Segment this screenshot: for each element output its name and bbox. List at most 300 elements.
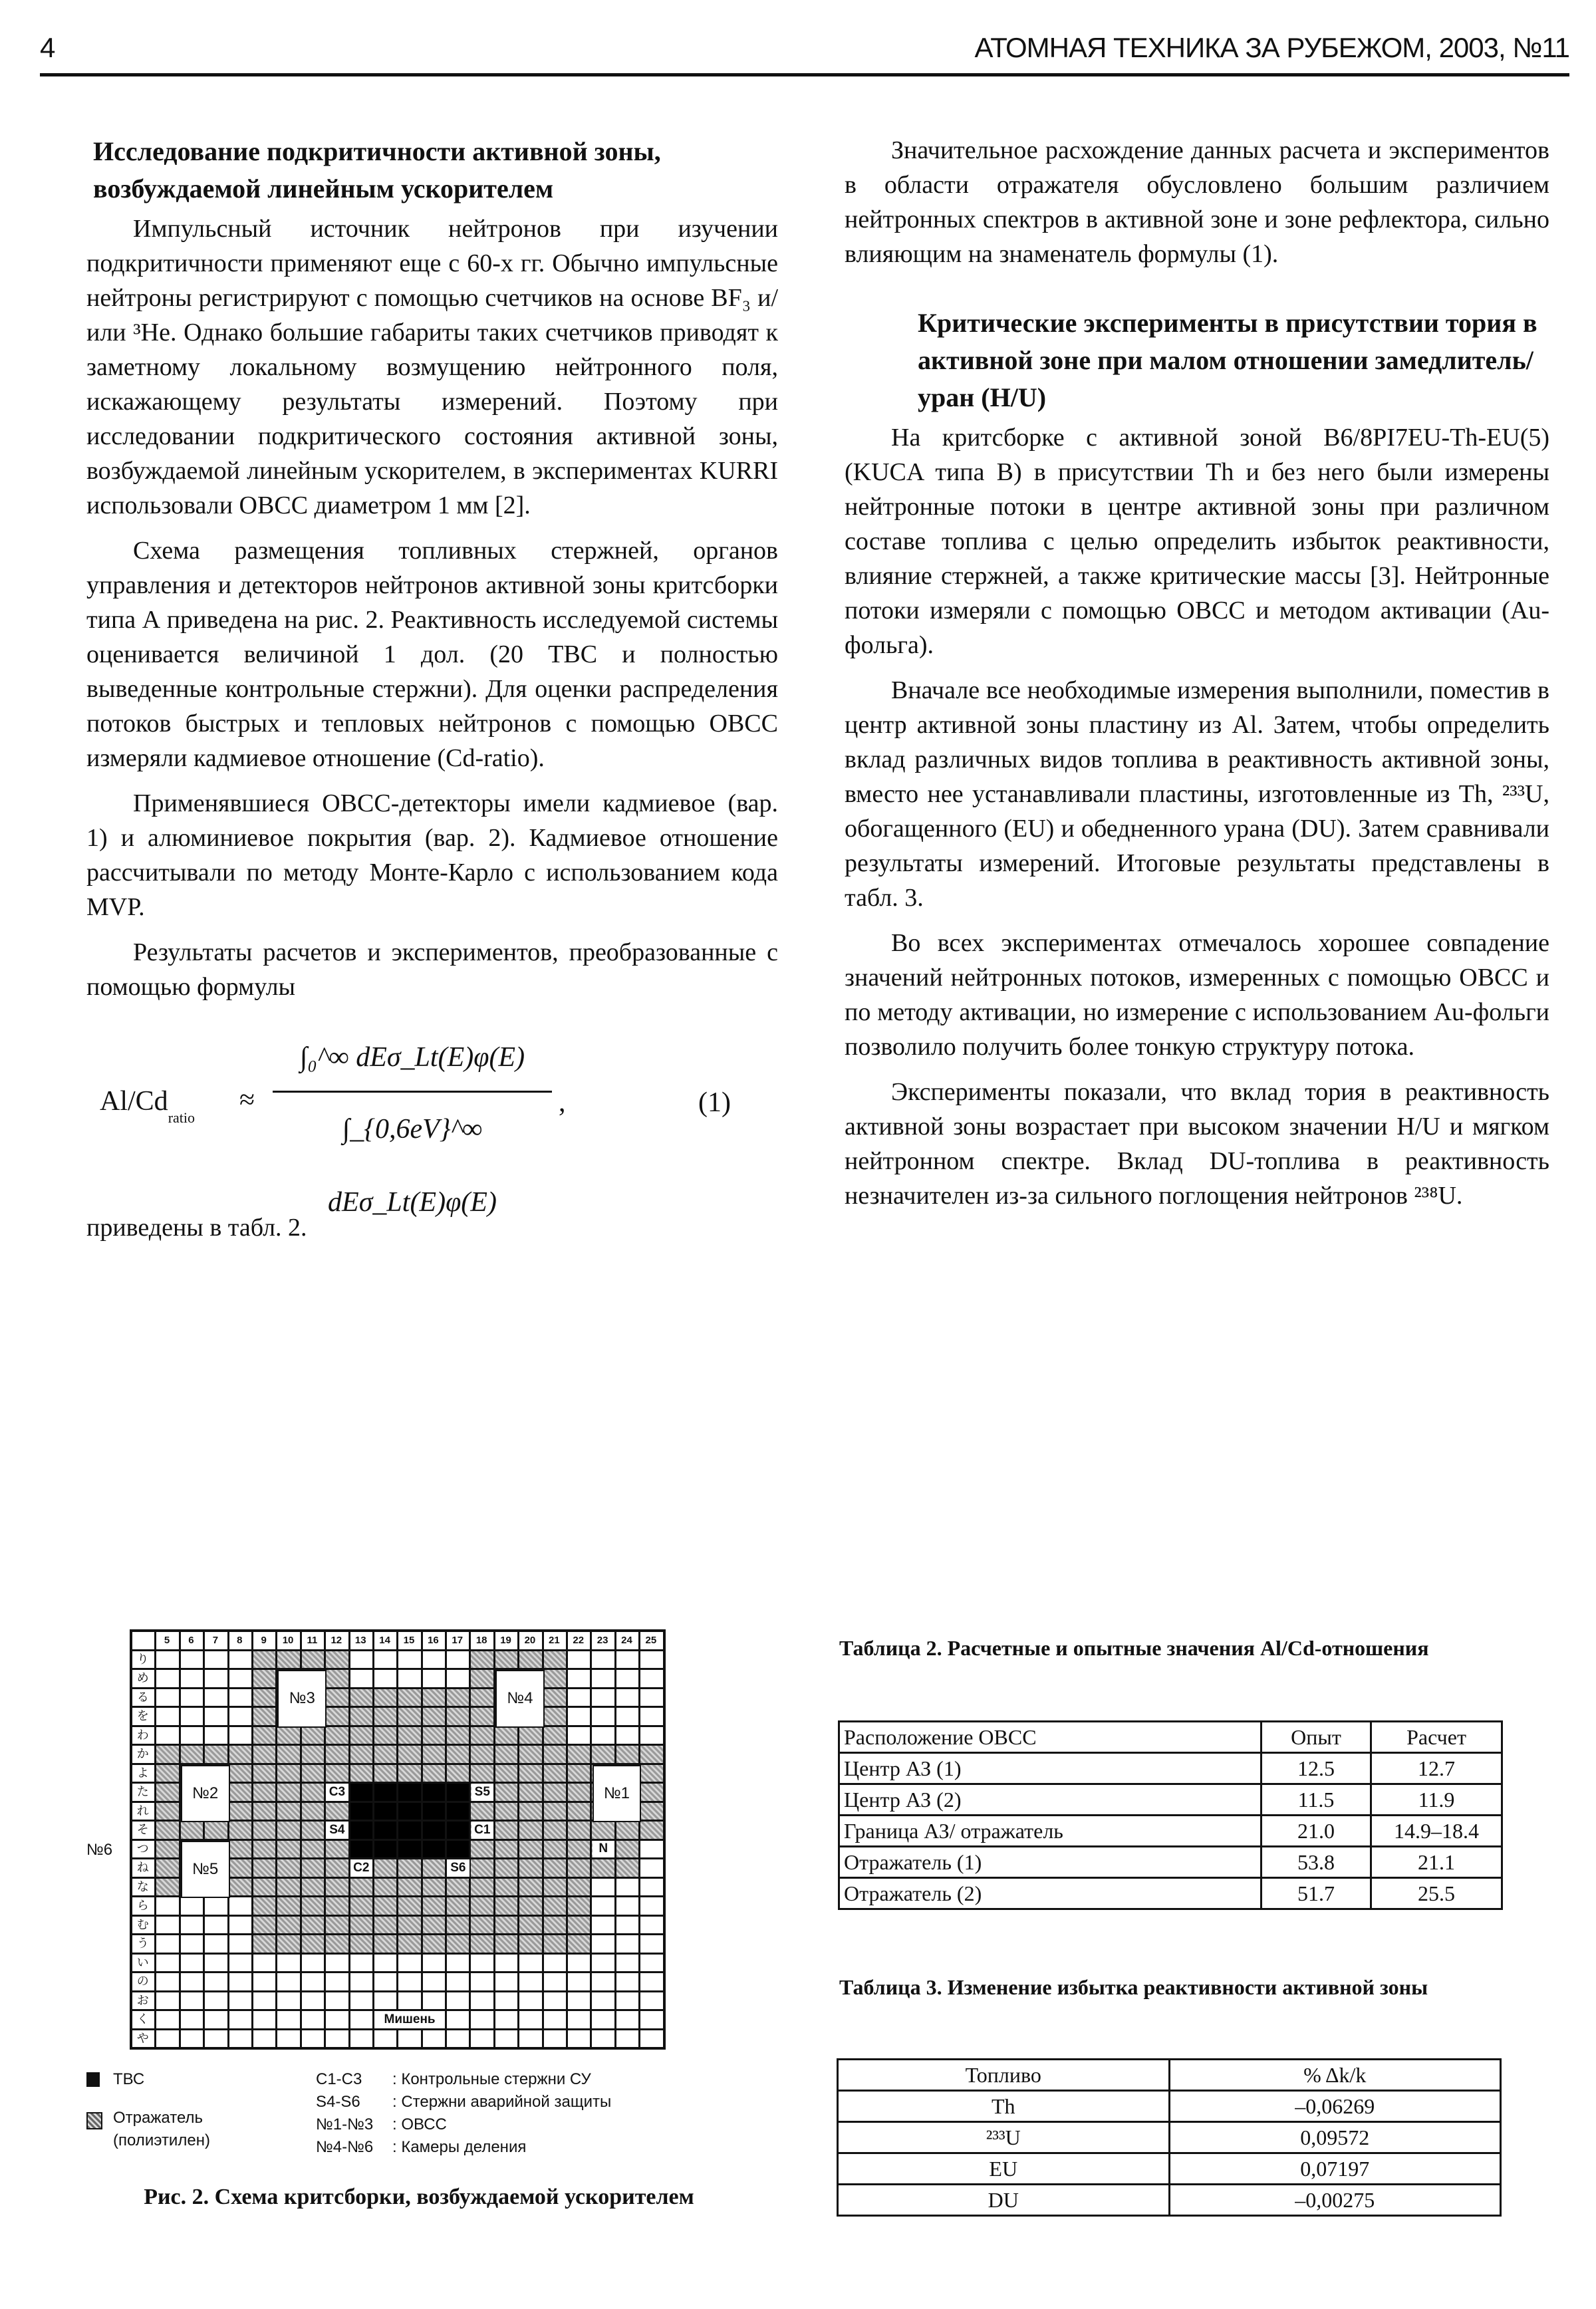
reflector-cell — [277, 1917, 299, 1934]
reflector-cell — [350, 1708, 372, 1725]
paragraph: Применявшиеся ОВСС-детекторы имели кадмиевое (вар. 1) и алюминиевое покрытия (вар. 2). Кадмиевое отношение рассчитывали по методу Монте-Карло с использованием кода MVP. — [86, 789, 778, 921]
empty-cell — [592, 2030, 614, 2048]
reflector-cell — [544, 1708, 566, 1725]
reflector-cell — [447, 1765, 469, 1782]
empty-cell — [544, 1992, 566, 2010]
empty-cell — [616, 1727, 638, 1744]
formula-1: $Al/Cd_{ratio}$ ≈ ∫₀^∞ dEσ_Lt(E)φ(E) ∫_{0,6eV}^∞ dEσ_Lt(E)φ(E) , (1) — [86, 1024, 778, 1197]
reflector-cell — [374, 1746, 396, 1763]
reflector-cell — [519, 1822, 541, 1839]
empty-cell — [350, 2011, 372, 2028]
reflector-cell — [326, 1708, 348, 1725]
reflector-cell — [544, 1859, 566, 1877]
empty-cell — [423, 1651, 445, 1669]
empty-cell — [568, 1670, 590, 1687]
empty-cell — [205, 2030, 227, 2048]
empty-cell — [640, 1935, 662, 1953]
reflector-cell — [423, 1859, 445, 1877]
empty-cell — [229, 2030, 251, 2048]
reflector-cell — [398, 1708, 420, 1725]
empty-cell — [495, 1992, 517, 2010]
reflector-cell — [253, 1859, 275, 1877]
reflector-cell — [568, 1859, 590, 1877]
empty-cell — [568, 1689, 590, 1706]
reflector-cell — [398, 1727, 420, 1744]
reflector-cell — [544, 1803, 566, 1820]
empty-cell — [350, 1955, 372, 1972]
reflector-cell — [253, 1670, 275, 1687]
label-s4: S4 — [326, 1822, 348, 1839]
reflector-cell — [326, 1859, 348, 1877]
reflector-cell — [156, 1841, 178, 1858]
reflector-cell — [519, 1784, 541, 1801]
reflector-cell — [302, 1651, 324, 1669]
formula-numerator: ∫₀^∞ dEσ_Lt(E)φ(E) — [299, 1042, 525, 1073]
empty-cell — [519, 1992, 541, 2010]
empty-cell — [398, 1955, 420, 1972]
table-row: ²³³U 0,09572 — [838, 2122, 1501, 2153]
reflector-cell — [519, 1879, 541, 1896]
empty-cell — [181, 1670, 203, 1687]
reflector-cell — [495, 1765, 517, 1782]
empty-cell — [640, 2030, 662, 2048]
empty-cell — [205, 1973, 227, 1990]
reflector-cell — [156, 1822, 178, 1839]
reflector-cell — [326, 1841, 348, 1858]
reflector-cell — [253, 1651, 275, 1669]
empty-cell — [156, 1689, 178, 1706]
empty-cell — [205, 2011, 227, 2028]
row-label: め — [132, 1670, 154, 1687]
empty-cell — [568, 1992, 590, 2010]
empty-cell — [326, 1955, 348, 1972]
paragraph: На критсборке с активной зоной B6/8PI7EU-Th-EU(5) (KUCA типа B) в присутствии Th и без него были измерены нейтронные потоки в центре активной зоны при различном составе топлива с целью определить избыток реактивности, влияние стержней, а также критические массы [3]. Нейтронные потоки измеряли с помощью ОВСС и методом активации (Au-фольга). — [845, 424, 1549, 659]
reflector-cell — [253, 1841, 275, 1858]
fuel-assembly-cell — [398, 1784, 420, 1801]
reflector-cell — [229, 1784, 251, 1801]
reflector-cell — [495, 1651, 517, 1669]
empty-cell — [374, 1973, 396, 1990]
row-label: な — [132, 1879, 154, 1896]
empty-cell — [640, 1841, 662, 1858]
empty-cell — [181, 1917, 203, 1934]
reflector-cell — [471, 1935, 493, 1953]
empty-cell — [181, 1727, 203, 1744]
column-header: 15 — [398, 1632, 420, 1649]
empty-cell — [229, 1935, 251, 1953]
row-label: ら — [132, 1897, 154, 1915]
empty-cell — [156, 1917, 178, 1934]
reflector-cell — [374, 1879, 396, 1896]
reflector-cell — [277, 1859, 299, 1877]
empty-cell — [181, 1955, 203, 1972]
reflector-cell — [229, 1822, 251, 1839]
empty-cell — [326, 2011, 348, 2028]
empty-cell — [447, 1670, 469, 1687]
empty-cell — [302, 1992, 324, 2010]
reflector-cell — [326, 1879, 348, 1896]
reflector-cell — [495, 1727, 517, 1744]
label-s6: S6 — [447, 1859, 469, 1877]
empty-cell — [616, 1689, 638, 1706]
reflector-cell — [568, 1917, 590, 1934]
fuel-assembly-cell — [374, 1784, 396, 1801]
empty-cell — [640, 1651, 662, 1669]
empty-cell — [592, 1727, 614, 1744]
reflector-cell — [471, 1746, 493, 1763]
reflector-cell — [592, 1859, 614, 1877]
empty-cell — [423, 1955, 445, 1972]
empty-cell — [326, 2030, 348, 2048]
empty-cell — [350, 1651, 372, 1669]
empty-cell — [181, 2030, 203, 2048]
fuel-assembly-cell — [447, 1841, 469, 1858]
column-header: 16 — [423, 1632, 445, 1649]
empty-cell — [592, 1935, 614, 1953]
empty-cell — [495, 2030, 517, 2048]
reflector-cell — [374, 1708, 396, 1725]
reflector-cell — [471, 1917, 493, 1934]
reflector-cell — [229, 1841, 251, 1858]
empty-cell — [398, 1651, 420, 1669]
empty-cell — [229, 1727, 251, 1744]
row-label: ね — [132, 1859, 154, 1877]
row-label: を — [132, 1708, 154, 1725]
empty-cell — [350, 1992, 372, 2010]
reflector-cell — [277, 1746, 299, 1763]
reflector-cell — [156, 1746, 178, 1763]
reflector-cell — [495, 1859, 517, 1877]
empty-cell — [544, 2030, 566, 2048]
empty-cell — [374, 2030, 396, 2048]
column-header: 17 — [447, 1632, 469, 1649]
empty-cell — [374, 1955, 396, 1972]
empty-cell — [447, 2011, 469, 2028]
reflector-cell — [471, 1859, 493, 1877]
label-c1: C1 — [471, 1822, 493, 1839]
reflector-cell — [447, 1746, 469, 1763]
empty-cell — [229, 1955, 251, 1972]
empty-cell — [350, 1973, 372, 1990]
table-row: Отражатель (1) 53.8 21.1 — [839, 1847, 1502, 1878]
empty-cell — [544, 1955, 566, 1972]
empty-cell — [277, 1955, 299, 1972]
reflector-cell — [423, 1879, 445, 1896]
empty-cell — [350, 2030, 372, 2048]
empty-cell — [374, 1670, 396, 1687]
reflector-cell — [398, 1917, 420, 1934]
paragraph: Результаты расчетов и экспериментов, преобразованные с помощью формулы — [86, 938, 778, 1001]
reflector-cell — [181, 1746, 203, 1763]
empty-cell — [156, 1727, 178, 1744]
paragraph: Импульсный источник нейтронов при изучении подкритичности применяют еще с 60-х гг. Обычно импульсные нейтроны регистрируют с помощью счетчиков на основе BF₃ и/или ³He. Однако большие габариты таких счетчиков приводят к заметному локальному возмущению нейтронного поля, искажающему результаты измерений. Поэтому при исследовании подкритического состояния активной зоны, возбуждаемой линейным ускорителем, в экспериментах KURRI использовали ОВСС диаметром 1 мм [2]. — [86, 215, 778, 519]
running-head — [40, 27, 1569, 76]
reflector-cell — [253, 1917, 275, 1934]
figure-legend: ТВС Отражатель (полиэтилен) C1-C3 : Контрольные стержни СУ S4-S6 : Стержни аварийной защиты №1-№3 : ОВСС №4-№6 : Камеры деления — [86, 2068, 751, 2168]
fuel-assembly-cell — [423, 1784, 445, 1801]
reflector-cell — [181, 1822, 203, 1839]
reflector-cell — [302, 1859, 324, 1877]
reflector-cell — [616, 1859, 638, 1877]
fuel-assembly-cell — [398, 1841, 420, 1858]
empty-cell — [568, 1708, 590, 1725]
empty-cell — [229, 1689, 251, 1706]
reflector-cell — [302, 1897, 324, 1915]
reflector-cell — [156, 1765, 178, 1782]
column-header: 11 — [302, 1632, 324, 1649]
fuel-assembly-cell — [374, 1803, 396, 1820]
reflector-cell — [495, 1822, 517, 1839]
empty-cell — [423, 2030, 445, 2048]
empty-cell — [229, 1670, 251, 1687]
row-label: た — [132, 1784, 154, 1801]
column-header — [132, 1632, 154, 1649]
empty-cell — [616, 1973, 638, 1990]
row-label: よ — [132, 1765, 154, 1782]
figure-2-critical-assembly-scheme — [86, 1623, 751, 2208]
reflector-cell — [544, 1689, 566, 1706]
table-header-row: Расположение ОВСС Опыт Расчет — [839, 1722, 1502, 1753]
reflector-cell — [374, 1935, 396, 1953]
reflector-cell — [471, 1897, 493, 1915]
reflector-cell — [544, 1822, 566, 1839]
reflector-cell — [326, 1727, 348, 1744]
empty-cell — [229, 1917, 251, 1934]
empty-cell — [350, 1670, 372, 1687]
column-header: 10 — [277, 1632, 299, 1649]
reflector-cell — [568, 1841, 590, 1858]
empty-cell — [447, 1955, 469, 1972]
reflector-cell — [447, 1689, 469, 1706]
empty-cell — [616, 1708, 638, 1725]
reflector-cell — [253, 1822, 275, 1839]
fuel-swatch-icon — [86, 2072, 100, 2087]
empty-cell — [592, 1897, 614, 1915]
empty-cell — [181, 1651, 203, 1669]
row-label: か — [132, 1746, 154, 1763]
empty-cell — [640, 1670, 662, 1687]
fuel-assembly-cell — [398, 1803, 420, 1820]
empty-cell — [205, 1689, 227, 1706]
empty-cell — [568, 1727, 590, 1744]
empty-cell — [205, 1708, 227, 1725]
column-header: 18 — [471, 1632, 493, 1649]
empty-cell — [156, 1955, 178, 1972]
empty-cell — [568, 2030, 590, 2048]
reflector-cell — [277, 1935, 299, 1953]
reflector-cell — [156, 1784, 178, 1801]
fuel-assembly-cell — [350, 1784, 372, 1801]
reflector-cell — [423, 1765, 445, 1782]
empty-cell — [229, 1973, 251, 1990]
row-label: る — [132, 1689, 154, 1706]
empty-cell — [156, 1651, 178, 1669]
empty-cell — [616, 2030, 638, 2048]
reflector-cell — [495, 1879, 517, 1896]
fuel-assembly-cell — [423, 1822, 445, 1839]
empty-cell — [253, 1992, 275, 2010]
reflector-cell — [326, 1670, 348, 1687]
column-header: 24 — [616, 1632, 638, 1649]
reflector-cell — [398, 1765, 420, 1782]
label-n1: №1 — [593, 1765, 642, 1823]
row-label: わ — [132, 1727, 154, 1744]
paragraph: Во всех экспериментах отмечалось хорошее совпадение значений нейтронных потоков, измеренных с помощью ОВСС и по методу активации, но измерение с использованием Au-фольги позволило получить более тонкую структуру потока. — [845, 929, 1549, 1061]
label-n6: №6 — [86, 1841, 113, 1859]
reflector-cell — [374, 1689, 396, 1706]
reflector-cell — [568, 1935, 590, 1953]
reflector-cell — [277, 1841, 299, 1858]
reflector-cell — [544, 1897, 566, 1915]
reflector-cell — [374, 1727, 396, 1744]
empty-cell — [277, 2030, 299, 2048]
table-2-caption: Таблица 2. Расчетные и опытные значения Al/Cd-отношения — [839, 1636, 1429, 1660]
reflector-cell — [616, 1746, 638, 1763]
empty-cell — [640, 1708, 662, 1725]
empty-cell — [568, 2011, 590, 2028]
row-label: そ — [132, 1822, 154, 1839]
empty-cell — [181, 1708, 203, 1725]
reflector-cell — [423, 1917, 445, 1934]
reflector-cell — [423, 1689, 445, 1706]
reflector-cell — [398, 1879, 420, 1896]
reflector-cell — [253, 1935, 275, 1953]
empty-cell — [519, 1973, 541, 1990]
reflector-cell — [447, 1917, 469, 1934]
column-header: 23 — [592, 1632, 614, 1649]
reflector-cell — [544, 1746, 566, 1763]
empty-cell — [277, 1973, 299, 1990]
reflector-cell — [519, 1765, 541, 1782]
formula-fraction — [273, 1024, 552, 1218]
row-label: く — [132, 2011, 154, 2028]
empty-cell — [640, 2011, 662, 2028]
reflector-cell — [495, 1897, 517, 1915]
empty-cell — [592, 1651, 614, 1669]
empty-cell — [519, 2011, 541, 2028]
reflector-cell — [302, 1765, 324, 1782]
empty-cell — [181, 1897, 203, 1915]
reflector-cell — [471, 1708, 493, 1725]
reflector-cell — [253, 1784, 275, 1801]
empty-cell — [616, 1651, 638, 1669]
empty-cell — [592, 1955, 614, 1972]
fuel-assembly-cell — [374, 1841, 396, 1858]
reflector-cell — [495, 1746, 517, 1763]
row-label: む — [132, 1917, 154, 1934]
reflector-cell — [205, 1822, 227, 1839]
empty-cell — [205, 1897, 227, 1915]
reflector-cell — [326, 1803, 348, 1820]
reflector-cell — [544, 1651, 566, 1669]
empty-cell — [495, 2011, 517, 2028]
paragraph: Значительное расхождение данных расчета и экспериментов в области отражателя обусловлено большим различием нейтронных спектров в активной зоне и зоне рефлектора, сильно влияющим на знаменатель формулы (1). — [845, 136, 1549, 268]
empty-cell — [616, 1917, 638, 1934]
reflector-cell — [229, 1879, 251, 1896]
reflector-cell — [544, 1784, 566, 1801]
empty-cell — [205, 1727, 227, 1744]
empty-cell — [205, 1935, 227, 1953]
reflector-cell — [495, 1784, 517, 1801]
reflector-cell — [640, 1765, 662, 1782]
column-header: 6 — [181, 1632, 203, 1649]
fuel-assembly-cell — [350, 1841, 372, 1858]
reflector-cell — [205, 1746, 227, 1763]
reflector-cell — [374, 1765, 396, 1782]
empty-cell — [156, 1708, 178, 1725]
label-n_small: N — [593, 1841, 614, 1858]
empty-cell — [616, 1935, 638, 1953]
reflector-cell — [326, 1689, 348, 1706]
fuel-assembly-cell — [398, 1822, 420, 1839]
reflector-cell — [229, 1765, 251, 1782]
label-n2: №2 — [181, 1765, 230, 1823]
empty-cell — [592, 1992, 614, 2010]
reflector-cell — [568, 1879, 590, 1896]
empty-cell — [592, 1879, 614, 1896]
column-header: 8 — [229, 1632, 251, 1649]
reflector-cell — [350, 1689, 372, 1706]
reflector-cell — [640, 1746, 662, 1763]
empty-cell — [447, 2030, 469, 2048]
table-row: Центр АЗ (2) 11.5 11.9 — [839, 1784, 1502, 1816]
reflector-cell — [471, 1841, 493, 1858]
empty-cell — [156, 2030, 178, 2048]
reflector-cell — [302, 1727, 324, 1744]
row-label: り — [132, 1651, 154, 1669]
column-header: 9 — [253, 1632, 275, 1649]
empty-cell — [544, 2011, 566, 2028]
label-s5: S5 — [471, 1784, 493, 1801]
reflector-cell — [253, 1727, 275, 1744]
reflector-cell — [350, 1935, 372, 1953]
empty-cell — [544, 1973, 566, 1990]
reflector-cell — [568, 1897, 590, 1915]
section-heading-thorium: Критические эксперименты в присутствии тория в активной зоне при малом отношении замедлитель/уран (H/U) — [918, 308, 1537, 412]
reflector-cell — [544, 1727, 566, 1744]
column-header: 20 — [519, 1632, 541, 1649]
empty-cell — [640, 1879, 662, 1896]
empty-cell — [471, 1992, 493, 2010]
column-header: 19 — [495, 1632, 517, 1649]
empty-cell — [181, 1689, 203, 1706]
empty-cell — [229, 1992, 251, 2010]
reflector-cell — [326, 1651, 348, 1669]
table-row: Отражатель (2) 51.7 25.5 — [839, 1878, 1502, 1909]
empty-cell — [326, 1992, 348, 2010]
label-c3: C3 — [326, 1784, 348, 1801]
empty-cell — [374, 1651, 396, 1669]
reflector-cell — [640, 1803, 662, 1820]
reflector-cell — [350, 1727, 372, 1744]
reflector-cell — [398, 1935, 420, 1953]
column-header: 22 — [568, 1632, 590, 1649]
empty-cell — [640, 1917, 662, 1934]
section-heading-subcriticality: Исследование подкритичности активной зоны, возбуждаемой линейным ускорителем — [93, 136, 661, 204]
empty-cell — [181, 1992, 203, 2010]
reflector-cell — [544, 1841, 566, 1858]
paragraph: Вначале все необходимые измерения выполнили, поместив в центр активной зоны пластину из Al. Затем, чтобы определить вклад различных видов топлива в реактивность активной зоны, вместо нее устанавливали пластины, изготовленные из Th, ²³³U, обогащенного (EU) и обедненного урана (DU). Затем сравнивали результаты измерений. Итоговые результаты представлены в табл. 3. — [845, 676, 1549, 912]
reflector-cell — [326, 1746, 348, 1763]
paragraph: Эксперименты показали, что вклад тория в реактивность активной зоны возрастает при высоком значении H/U и мягком нейтронном спектре. Вклад DU-топлива в реактивность незначителен из-за сильного поглощения нейтронов ²³⁸U. — [845, 1078, 1549, 1210]
empty-cell — [640, 1727, 662, 1744]
empty-cell — [423, 1992, 445, 2010]
empty-cell — [616, 1955, 638, 1972]
reflector-cell — [326, 1935, 348, 1953]
empty-cell — [592, 1917, 614, 1934]
reflector-cell — [447, 1935, 469, 1953]
empty-cell — [471, 2030, 493, 2048]
